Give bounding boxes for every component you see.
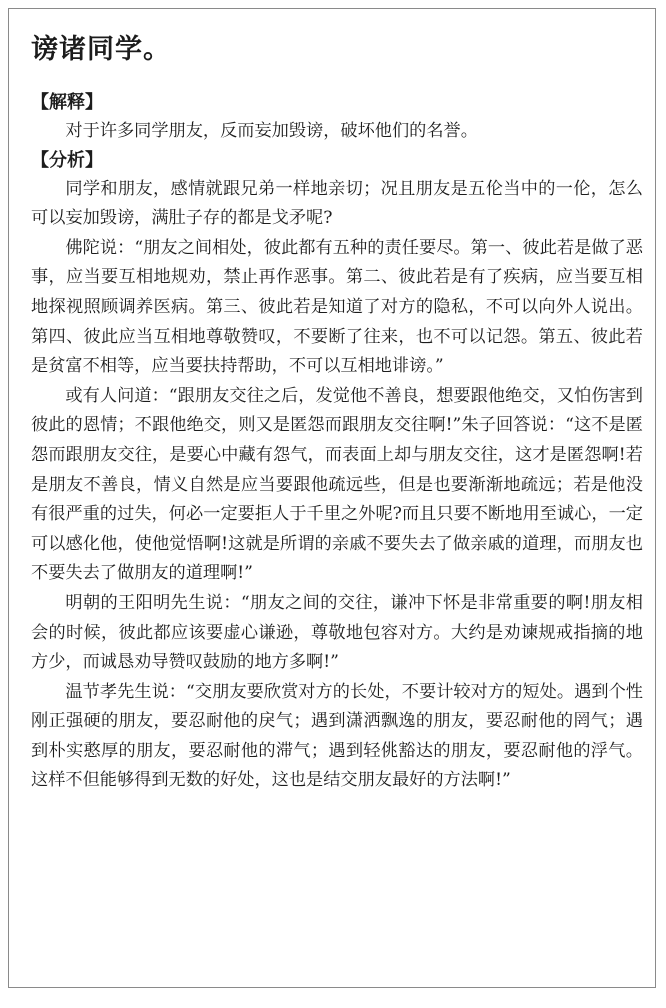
analysis-paragraph-5: 温节孝先生说：“交朋友要欣赏对方的长处，不要计较对方的短处。遇到个性刚正强硬的朋友，要忍耐他的戾气；遇到潇洒飘逸的朋友，要忍耐他的罔气；遇到朴实憨厚的朋友，要忍耐他的滞气；遇到轻佻豁达的朋友，要忍耐他的浮气。这样不但能够得到无数的好处，这也是结交朋友最好的方法啊!” — [31, 681, 643, 791]
document-content — [31, 33, 643, 796]
analysis-heading: 【分析】 — [31, 149, 103, 171]
document-page — [8, 8, 656, 988]
page-title: 谤诸同学。 — [31, 34, 171, 65]
explanation-text: 对于许多同学朋友，反而妄加毁谤，破坏他们的名誉。 — [65, 121, 478, 141]
analysis-paragraph-3: 或有人问道：“跟朋友交往之后，发觉他不善良，想要跟他绝交，又怕伤害到彼此的恩情；不跟他绝交，则又是匿怨而跟朋友交往啊!”朱子回答说：“这不是匿怨而跟朋友交往，是要心中藏有怨气，而表面上却与朋友交往，这才是匿怨啊!若是朋友不善良，情义自然是应当要跟他疏远些，但是也要渐渐地疏远；若是他没有很严重的过失，何必一定要拒人于千里之外呢?而且只要不断地用至诚心，一定可以感化他，使他觉悟啊!这就是所谓的亲戚不要失去了做亲戚的道理，而朋友也不要失去了做朋友的道理啊!” — [31, 385, 643, 584]
analysis-paragraph-4: 明朝的王阳明先生说：“朋友之间的交往，谦冲下怀是非常重要的啊!朋友相会的时候，彼此都应该要虚心谦逊，尊敬地包容对方。大约是劝谏规戒指摘的地方少，而诚恳劝导赞叹鼓励的地方多啊!” — [31, 592, 643, 673]
analysis-paragraph-2: 佛陀说：“朋友之间相处，彼此都有五种的责任要尽。第一、彼此若是做了恶事，应当要互相地规劝，禁止再作恶事。第二、彼此若是有了疾病，应当要互相地探视照顾调养医病。第三、彼此若是知道了对方的隐私，不可以向外人说出。第四、彼此应当互相地尊敬赞叹，不要断了往来，也不可以记怨。第五、彼此若是贫富不相等，应当要扶持帮助，不可以互相地诽谤。” — [31, 237, 643, 377]
analysis-paragraph-1: 同学和朋友，感情就跟兄弟一样地亲切；况且朋友是五伦当中的一伦，怎么可以妄加毁谤，满肚子存的都是戈矛呢? — [31, 178, 643, 229]
explanation-heading: 【解释】 — [31, 92, 103, 113]
